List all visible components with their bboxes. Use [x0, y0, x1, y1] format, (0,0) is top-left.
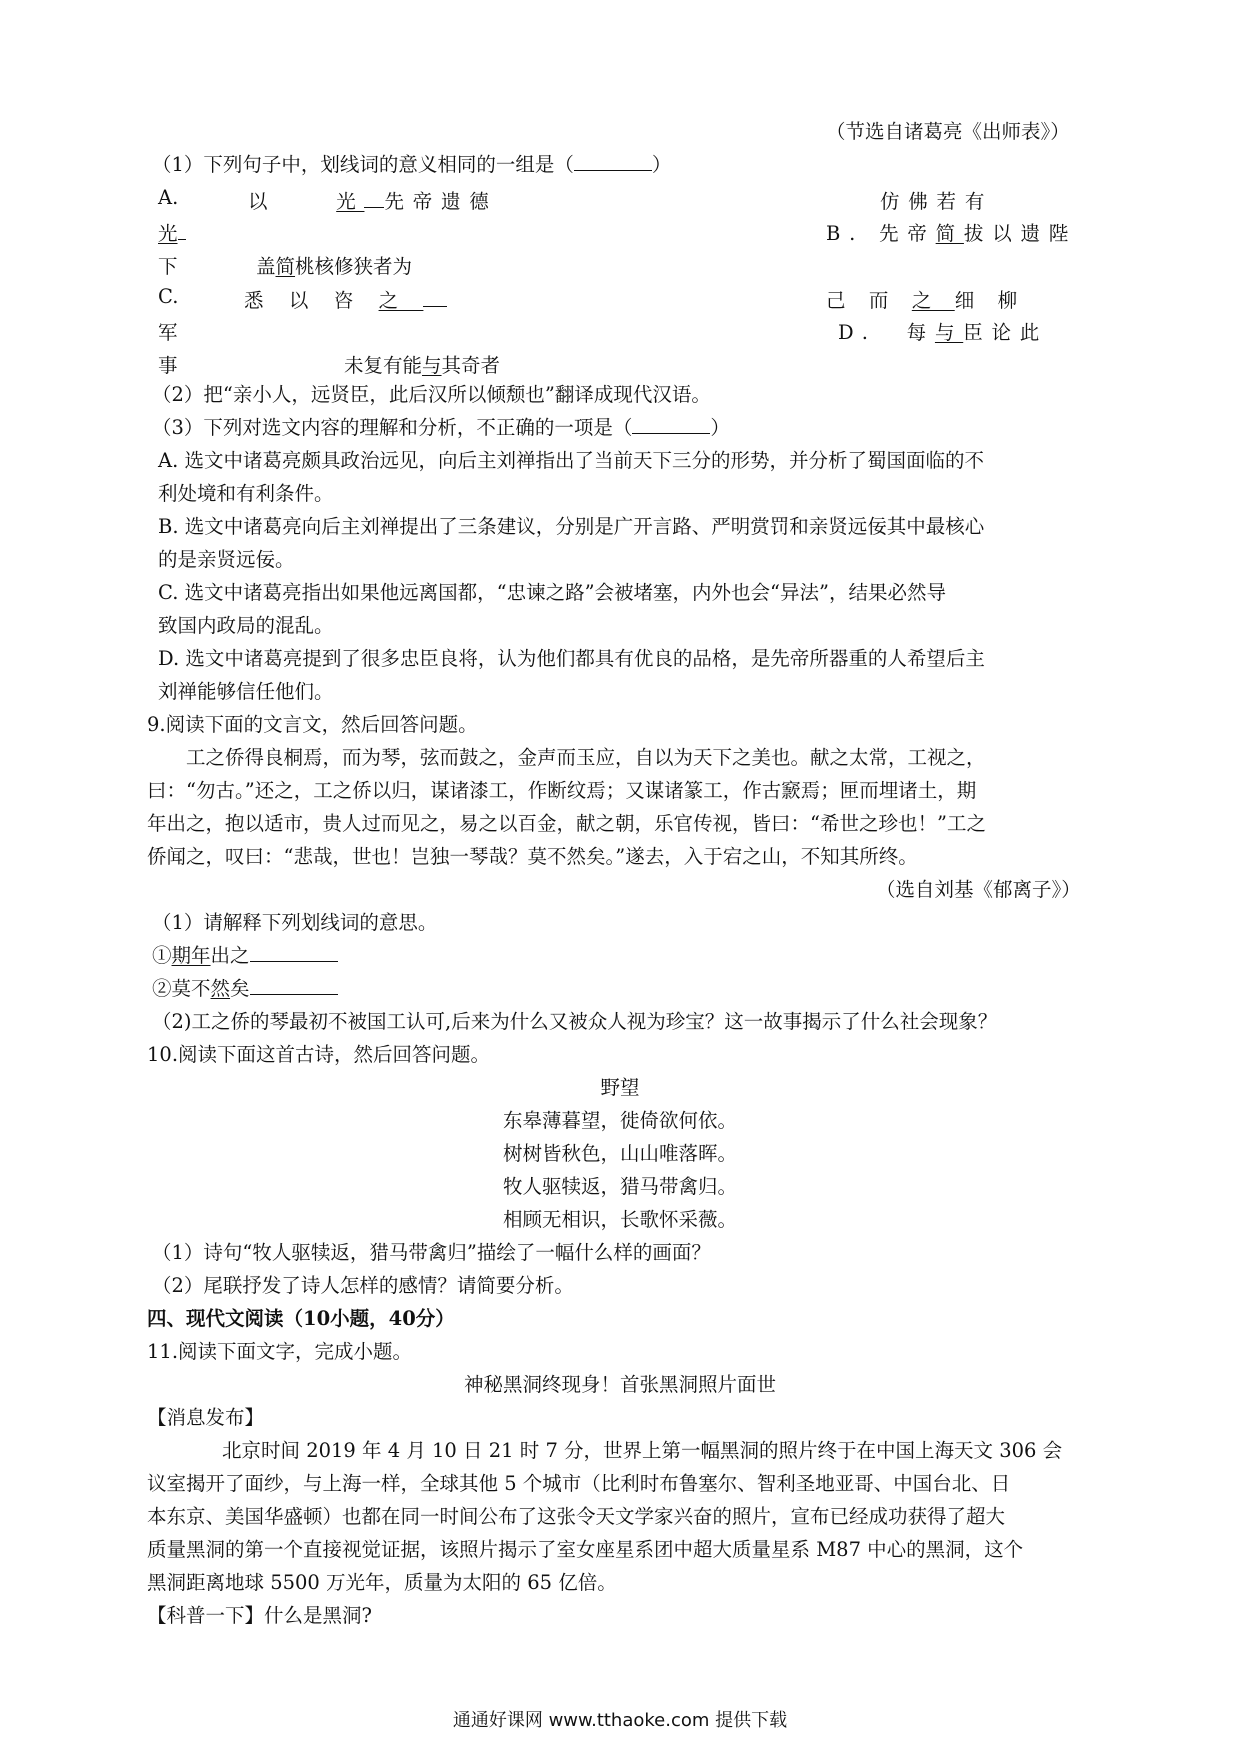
option-b-pre: 先帝 [879, 222, 936, 245]
option-b-underlined-2: 简 [275, 255, 296, 278]
option-c-label: C. [158, 285, 179, 308]
q8-choice-c-line2: 致国内政局的混乱。 [158, 614, 334, 637]
q9-item2 [152, 977, 338, 1000]
page-footer: 通通好课网 www.tthaoke.com 提供下载 [452, 1710, 788, 1731]
option-c-underlined: 之 [378, 289, 424, 312]
option-a-post: 先帝遗德 [384, 190, 498, 213]
source-attribution: （节选自诸葛亮《出师表》） [826, 120, 1070, 143]
underline-ext [364, 207, 384, 208]
q9-item2-post: 矣 [230, 977, 250, 1000]
q8-choice-d-line1: D. 选文中诸葛亮提到了很多忠臣良将，认为他们都具有优良的品格，是先帝所器重的人希望后主 [158, 647, 985, 670]
article-title: 神秘黑洞终现身！首张黑洞照片面世 [463, 1373, 776, 1396]
q9-passage-line2: 曰：“勿古。”还之，工之侨以归，谋诸漆工，作断纹焉；又谋诸篆工，作古窾焉；匣而埋诸土，期 [147, 779, 977, 802]
answer-blank [574, 170, 652, 171]
article-line-2: 议室揭开了面纱，与上海一样，全球其他 5 个城市（比利时布鲁塞尔、智利圣地亚哥、中国台北、日 [147, 1472, 1011, 1495]
option-d-cont: 事 [158, 354, 178, 377]
option-a-pre: 以 [248, 190, 277, 213]
option-a-left [248, 186, 498, 214]
q8-choice-b-line2: 的是亲贤远佞。 [158, 548, 295, 571]
option-a-underlined: 光 [336, 190, 365, 213]
option-a-right: 仿佛若有 [880, 190, 994, 213]
q9-item1-underlined: 期年 [171, 944, 211, 967]
q8-choice-a-line2: 利处境和有利条件。 [158, 482, 334, 505]
option-c-left [244, 285, 447, 313]
option-d-underlined-2: 与 [422, 354, 442, 377]
q8-choice-b-line1: B. 选文中诸葛亮向后主刘禅提出了三条建议，分别是广开言路、严明赏罚和亲贤远佞其中最核心 [158, 515, 985, 538]
q10-sub1: （1）诗句“牧人驱犊返，猎马带禽归”描绘了一幅什么样的画面？ [152, 1241, 711, 1264]
option-c-right-post: 细柳 [954, 289, 1041, 312]
poem-line-1: 东皋薄暮望，徙倚欲何依。 [502, 1109, 737, 1132]
option-c-right-underlined: 之 [911, 289, 955, 312]
item-mark: ② [152, 977, 172, 1000]
article-tag-science: 【科普一下】什么是黑洞? [147, 1604, 372, 1627]
article-line-3: 本东京、美国华盛顿）也都在同一时间公布了这张令天文学家兴奋的照片，宣布已经成功获得了超大 [147, 1505, 1006, 1528]
option-d-pre: 每 [906, 321, 935, 344]
option-c-right-pre: 己而 [826, 289, 912, 312]
option-b-pre2: 盖 [256, 255, 276, 278]
q8-sub3-text: （3）下列对选文内容的理解和分析，不正确的一项是（ [152, 416, 633, 439]
q9-sub2: （2)工之侨的琴最初不被国工认可,后来为什么又被众人视为珍宝？这一故事揭示了什么社会现象？ [152, 1010, 998, 1033]
q8-sub1-text: （1）下列句子中，划线词的意义相同的一组是（ [152, 153, 574, 176]
option-d-line2 [344, 350, 500, 378]
option-b-underlined: 简 [935, 222, 964, 245]
underline-ext [423, 306, 447, 307]
answer-blank [250, 994, 338, 995]
q8-sub3-stem [152, 416, 730, 439]
poem-line-3: 牧人驱犊返，猎马带禽归。 [502, 1175, 737, 1198]
option-b-post: 拔以遗陛 [963, 222, 1078, 245]
poem-line-4: 相顾无相识，长歌怀采薇。 [502, 1208, 737, 1231]
answer-blank [250, 961, 338, 962]
q10-sub2: （2）尾联抒发了诗人怎样的感情？请简要分析。 [152, 1274, 574, 1297]
q8-choice-c-line1: C. 选文中诸葛亮指出如果他远离国都，“忠谏之路”会被堵塞，内外也会“异法”，结果必然导 [158, 581, 946, 604]
q11-heading: 11.阅读下面文字，完成小题。 [147, 1340, 413, 1363]
q9-item1-post: 出之 [210, 944, 250, 967]
option-b-cont: 下 [158, 255, 178, 278]
q9-item1 [152, 944, 338, 967]
article-tag-news: 【消息发布】 [147, 1406, 265, 1429]
option-a-underlined-2: 光 [158, 222, 178, 245]
option-a-cont [158, 218, 186, 246]
option-b-line1 [826, 218, 1077, 246]
q8-choice-d-line2: 刘禅能够信任他们。 [158, 680, 334, 703]
q10-heading: 10.阅读下面这首古诗，然后回答问题。 [147, 1043, 491, 1066]
q8-sub3-close: ） [710, 416, 730, 439]
item-mark: ① [152, 944, 172, 967]
q9-sub1: （1）请解释下列划线词的意思。 [152, 911, 438, 934]
option-b-post2: 桃核修狭者为 [295, 255, 413, 278]
underline-ext [178, 239, 186, 240]
q9-source: （选自刘基《郁离子》） [876, 878, 1081, 901]
option-d-underlined: 与 [934, 321, 964, 344]
q9-item2-pre: 莫不 [171, 977, 211, 1000]
option-d-pre2: 未复有能 [344, 354, 423, 377]
option-b-label: B. [826, 222, 865, 245]
option-d-post: 臣论此 [963, 321, 1049, 344]
option-c-cont: 军 [158, 321, 178, 344]
q8-sub1-stem [152, 153, 671, 176]
article-line-5: 黑洞距离地球 5500 万光年，质量为太阳的 65 亿倍。 [147, 1571, 617, 1594]
q9-passage-line3: 年出之，抱以适市，贵人过而见之，易之以百金，献之朝，乐官传视，皆曰：“希世之珍也！”工之 [147, 812, 986, 835]
answer-blank [632, 433, 710, 434]
poem-title: 野望 [600, 1076, 640, 1099]
q9-passage-line4: 侨闻之，叹曰：“悲哉，世也！岂独一琴哉？莫不然矣。”遂去，入于宕之山，不知其所终。 [147, 845, 918, 868]
q8-sub1-close: ） [651, 153, 672, 176]
option-d-label: D. [838, 321, 877, 344]
option-d-line1 [838, 317, 1048, 345]
q8-choice-a-line1: A. 选文中诸葛亮颇具政治远见，向后主刘禅指出了当前天下三分的形势，并分析了蜀国面临的不 [158, 449, 984, 472]
q9-passage-line1: 工之侨得良桐焉，而为琴，弦而鼓之，金声而玉应，自以为天下之美也。献之太常，工视之， [186, 746, 986, 769]
article-line-1: 北京时间 2019 年 4 月 10 日 21 时 7 分，世界上第一幅黑洞的照片终于在中国上海天文 306 会 [222, 1439, 1063, 1462]
section-heading: 四、现代文阅读（10小题，40分） [147, 1307, 455, 1330]
q9-item2-underlined: 然 [210, 977, 231, 1000]
q9-heading: 9.阅读下面的文言文，然后回答问题。 [147, 713, 478, 736]
poem-line-2: 树树皆秋色，山山唯落晖。 [502, 1142, 737, 1165]
option-d-post2: 其奇者 [441, 354, 501, 377]
option-c-pre: 悉以咨 [244, 289, 379, 312]
option-c-right [826, 285, 1041, 313]
option-b-line2 [256, 251, 412, 279]
option-a-label: A. [158, 186, 179, 209]
article-line-4: 质量黑洞的第一个直接视觉证据，该照片揭示了室女座星系团中超大质量星系 M87 中心的黑洞，这个 [147, 1538, 1024, 1561]
q8-sub2: （2）把“亲小人，远贤臣，此后汉所以倾颓也”翻译成现代汉语。 [152, 383, 711, 406]
